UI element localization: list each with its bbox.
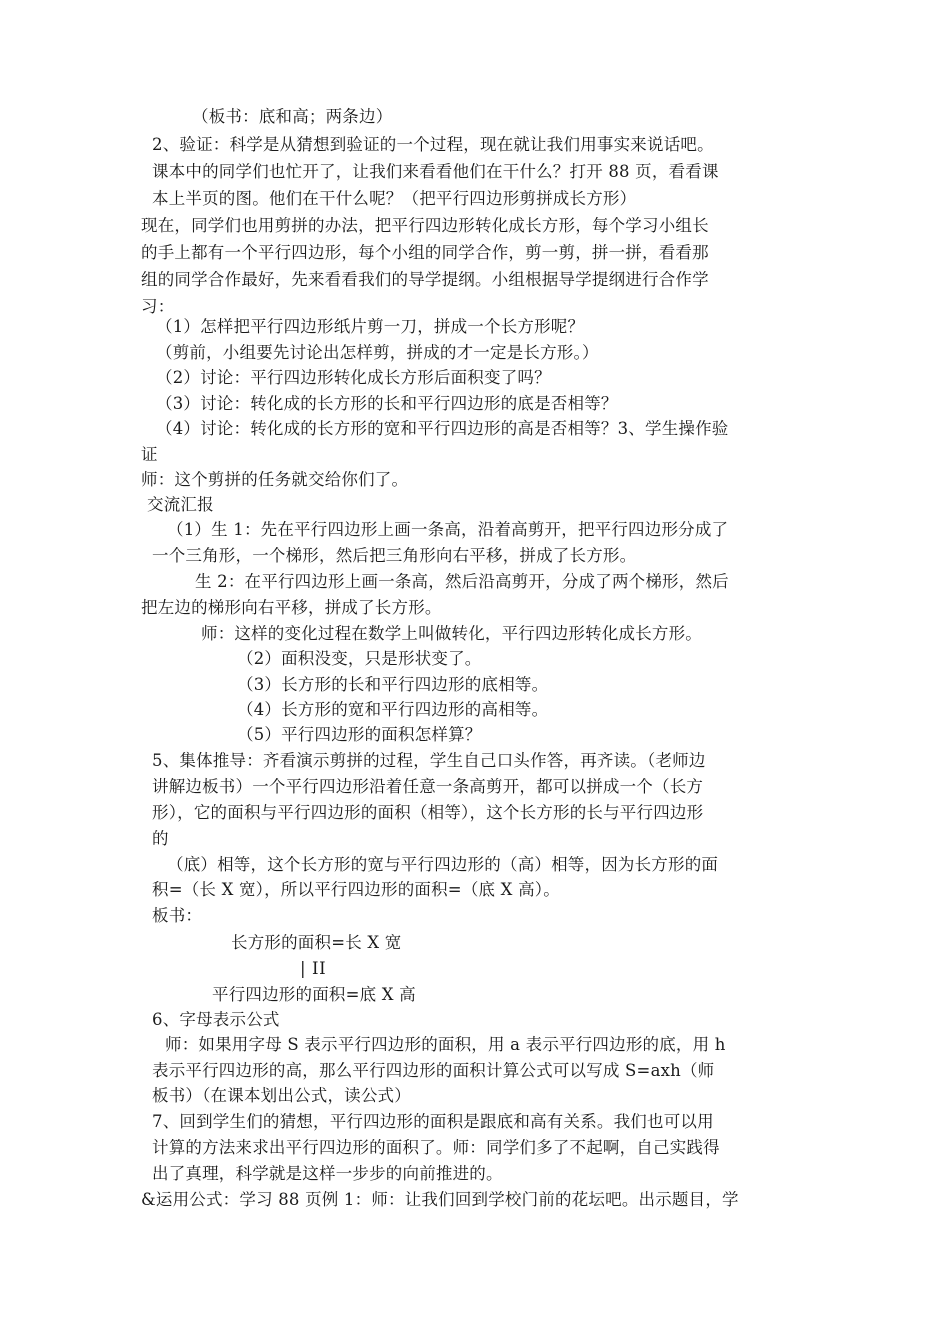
board-formula-connector: | II (300, 959, 327, 978)
text-line: （2）面积没变，只是形状变了。 (237, 649, 482, 668)
text-line: 6、字母表示公式 (152, 1010, 280, 1029)
text-line: 本上半页的图。他们在干什么呢？（把平行四边形剪拼成长方形） (152, 189, 637, 208)
text-line: （4）长方形的宽和平行四边形的高相等。 (237, 700, 549, 719)
text-line: 板书： (152, 906, 203, 925)
text-line: 师：如果用字母 S 表示平行四边形的面积，用 a 表示平行四边形的底，用 h (165, 1035, 726, 1054)
text-line: （剪前，小组要先讨论出怎样剪，拼成的才一定是长方形。） (156, 343, 599, 362)
text-line: 7、回到学生们的猜想，平行四边形的面积是跟底和高有关系。我们也可以用 (152, 1112, 714, 1131)
text-line: 形），它的面积与平行四边形的面积（相等），这个长方形的长与平行四边形 (152, 803, 704, 822)
text-line: （板书：底和高；两条边） (192, 107, 393, 126)
text-line: 把左边的梯形向右平移，拼成了长方形。 (141, 598, 442, 617)
text-line: 的手上都有一个平行四边形，每个小组的同学合作，剪一剪，拼一拼，看看那 (141, 243, 709, 262)
text-line: 现在，同学们也用剪拼的办法，把平行四边形转化成长方形，每个学习小组长 (141, 216, 709, 235)
text-line: 计算的方法来求出平行四边形的面积了。师：同学们多了不起啊，自己实践得 (152, 1138, 720, 1157)
text-line: &运用公式：学习 88 页例 1：师：让我们回到学校门前的花坛吧。出示题目，学 (141, 1190, 739, 1209)
text-line: （2）讨论：平行四边形转化成长方形后面积变了吗？ (156, 368, 551, 387)
text-line: 师：这样的变化过程在数学上叫做转化，平行四边形转化成长方形。 (201, 624, 702, 643)
text-line: 师：这个剪拼的任务就交给你们了。 (141, 470, 409, 489)
text-line: 交流汇报 (147, 495, 214, 514)
text-line: 出了真理，科学就是这样一步步的向前推进的。 (152, 1164, 503, 1183)
text-line: 讲解边板书）一个平行四边形沿着任意一条高剪开，都可以拼成一个（长方 (152, 777, 704, 796)
text-line: 生 2：在平行四边形上画一条高，然后沿高剪开，分成了两个梯形，然后 (195, 572, 729, 591)
text-line: （5）平行四边形的面积怎样算？ (237, 725, 482, 744)
text-line: （3）长方形的长和平行四边形的底相等。 (237, 675, 549, 694)
text-line: 积=（长 X 宽），所以平行四边形的面积=（底 X 高）。 (152, 880, 560, 899)
text-line: （1）怎样把平行四边形纸片剪一刀，拼成一个长方形呢？ (156, 317, 585, 336)
text-line: 习： (141, 297, 175, 316)
text-line: （4）讨论：转化成的长方形的宽和平行四边形的高是否相等？3、学生操作验 (156, 419, 729, 438)
text-line: 表示平行四边形的高，那么平行四边形的面积计算公式可以写成 S=axh（师 (152, 1061, 715, 1080)
board-formula-parallelogram: 平行四边形的面积=底 X 高 (212, 985, 416, 1004)
text-line: 组的同学合作最好，先来看看我们的导学提纲。小组根据导学提纲进行合作学 (141, 270, 709, 289)
text-line: 5、集体推导：齐看演示剪拼的过程，学生自己口头作答，再齐读。（老师边 (152, 751, 706, 770)
board-formula-rectangle: 长方形的面积=长 X 宽 (231, 933, 402, 952)
text-line: 证 (141, 445, 158, 464)
text-line: 2、验证：科学是从猜想到验证的一个过程，现在就让我们用事实来说话吧。 (152, 135, 714, 154)
text-line: 课本中的同学们也忙开了，让我们来看看他们在干什么？打开 88 页，看看课 (152, 162, 719, 181)
text-line: 一个三角形，一个梯形，然后把三角形向右平移，拼成了长方形。 (152, 546, 637, 565)
text-line: 板书）（在课本划出公式，读公式） (152, 1086, 411, 1105)
text-line: 的 (152, 829, 169, 848)
text-line: （3）讨论：转化成的长方形的长和平行四边形的底是否相等？ (156, 394, 618, 413)
text-line: （底）相等，这个长方形的宽与平行四边形的（高）相等，因为长方形的面 (167, 855, 719, 874)
text-line: （1）生 1：先在平行四边形上画一条高，沿着高剪开，把平行四边形分成了 (167, 520, 729, 539)
